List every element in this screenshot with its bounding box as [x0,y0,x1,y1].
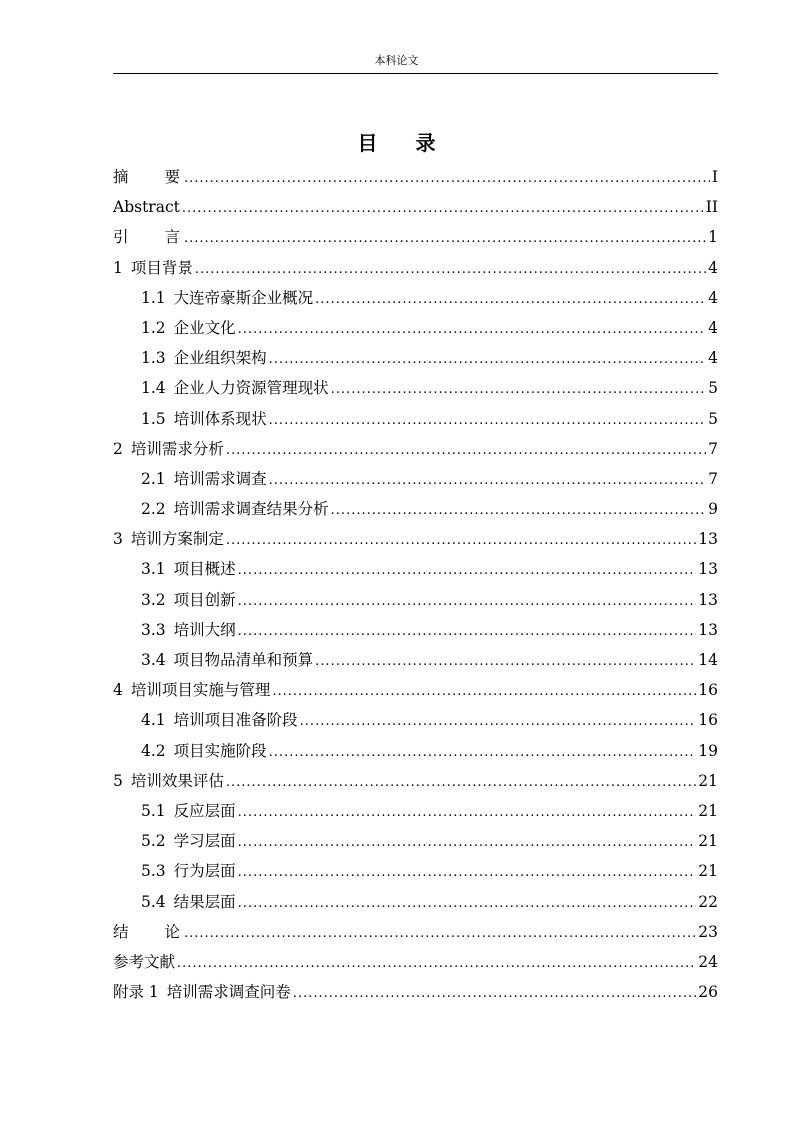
dot-leader [269,738,697,768]
toc-entry-title: 企业人力资源管理现状 [173,379,329,398]
toc-entry-page-number: 13 [698,530,718,549]
toc-entry-title: 培训项目实施与管理 [130,681,271,700]
dot-leader [300,707,697,737]
toc-entry[interactable] [113,947,718,977]
toc-heading-right: 录 [415,131,436,155]
toc-entry-title: 项目背景 [130,258,193,277]
toc-entry[interactable] [113,705,718,735]
toc-entry-page-number: 13 [698,620,718,639]
header-title: 本科论文 [374,54,419,67]
toc-entry[interactable] [113,645,718,675]
toc-entry-number: 3.1 [141,560,166,579]
toc-entry-page-number: 4 [708,288,718,307]
toc-entry-title: 培训大纲 [173,620,236,639]
dot-leader [238,798,697,828]
dot-leader [272,677,696,707]
dot-leader [195,255,706,285]
toc-entry-title: 培训需求调查结果分析 [173,500,329,519]
toc-entry-title: 摘要 [113,168,217,186]
toc-entry-number: 4.2 [141,741,166,760]
dot-leader [226,436,706,466]
toc-entry[interactable] [113,856,718,886]
toc-heading [0,130,793,156]
toc-entry[interactable] [113,373,718,403]
toc-entry[interactable] [113,494,718,524]
toc-entry-title: 行为层面 [173,862,236,881]
toc-entry-page-number: I [711,168,718,186]
dot-leader [184,224,706,254]
toc-entry[interactable] [113,554,718,584]
toc-entry-title: 参考文献 [113,952,176,971]
toc-entry-number: 1.5 [141,409,166,428]
toc-entry-number: 5.2 [141,832,166,851]
toc-entry-title: 结论 [113,922,217,941]
toc-entry-number: 1.4 [141,379,166,398]
toc-entry-number: 4 [113,681,123,700]
toc-entry[interactable] [113,253,718,283]
toc-entry-page-number: 5 [708,379,718,398]
toc-entry[interactable] [113,736,718,766]
dot-leader [238,556,697,586]
toc-entry-page-number: 21 [698,832,718,851]
toc-entry[interactable] [113,826,718,856]
toc-entry-page-number: 24 [698,952,718,971]
toc-entry-number: 5.4 [141,892,166,911]
toc-entry-page-number: 21 [698,771,718,790]
dot-leader [269,406,706,436]
dot-leader [226,768,696,798]
toc-entry-title: 培训需求调查 [173,469,267,488]
dot-leader [226,526,696,556]
toc-entry-page-number: 14 [698,651,718,669]
dot-leader [293,979,696,1009]
toc-entry-page-number: II [705,198,718,217]
toc-entry-number: 5.1 [141,801,166,820]
dot-leader [238,315,706,345]
toc-entry[interactable] [113,796,718,826]
toc-entry-title: 学习层面 [173,832,236,851]
toc-entry-number: 1.3 [141,349,166,368]
toc-entry-title: 培训方案制定 [130,530,224,549]
toc-entry-number: 3.2 [141,590,166,609]
toc-entry[interactable] [113,162,718,192]
toc-heading-left: 目 [357,131,378,155]
toc-entry-page-number: 1 [708,228,718,247]
toc-entry-page-number: 13 [698,560,718,579]
toc-entry[interactable] [113,192,718,222]
toc-entry[interactable] [113,283,718,313]
dot-leader [331,496,706,526]
toc-entry-page-number: 16 [698,681,718,700]
toc-entry-page-number: 4 [708,318,718,337]
dot-leader [238,617,697,647]
toc-entry-number: 1.2 [141,318,166,337]
toc-entry-number: 3 [113,530,123,549]
dot-leader [238,828,697,858]
toc-entry-page-number: 16 [698,711,718,730]
toc-entry[interactable] [113,887,718,917]
dot-leader [269,345,706,375]
toc-entry[interactable] [113,977,718,1007]
toc-entry-number: 5.3 [141,862,166,881]
toc-entry-number: 4.1 [141,711,166,730]
dot-leader [238,889,697,919]
toc-entry-title: 项目概述 [173,560,236,579]
toc-entry-page-number: 5 [708,409,718,428]
toc-entry-page-number: 7 [708,469,718,488]
toc-entry-number: 2.2 [141,500,166,519]
toc-entry-title: 培训项目准备阶段 [173,711,298,730]
toc-entry-title: 企业组织架构 [173,349,267,368]
toc-entry[interactable] [113,313,718,343]
toc-entry-page-number: 4 [708,258,718,277]
dot-leader [177,949,696,979]
toc-entry-page-number: 7 [708,439,718,458]
toc-entry[interactable] [113,222,718,252]
toc-entry-number: 3.3 [141,620,166,639]
toc-entry-title: Abstract [113,198,180,217]
toc-entry-page-number: 19 [698,741,718,760]
toc-entry-page-number: 21 [698,862,718,881]
toc-entry[interactable] [113,404,718,434]
toc-entry-number: 1.1 [141,288,166,307]
toc-entry-title: 反应层面 [173,801,236,820]
dot-leader [331,375,706,405]
toc-entry-number: 1 [113,258,123,277]
toc-entry[interactable] [113,464,718,494]
toc-entry-number: 附录 1 [113,983,159,1002]
toc-entry-page-number: 26 [698,983,718,1002]
dot-leader [238,587,697,617]
toc-entry[interactable] [113,343,718,373]
dot-leader [315,647,696,677]
dot-leader [184,919,696,949]
dot-leader [269,466,706,496]
toc-entry-title: 引言 [113,228,217,247]
toc-entry-title: 企业文化 [173,318,236,337]
toc-entry-title: 项目实施阶段 [173,741,267,760]
toc-entry-page-number: 4 [708,349,718,368]
toc-entry-title: 培训需求分析 [130,439,224,458]
toc-entry-title: 培训需求调查问卷 [166,983,291,1002]
toc-entry-page-number: 23 [698,922,718,941]
toc-entry-title: 大连帝豪斯企业概况 [173,288,314,307]
toc-entry-title: 项目物品清单和预算 [173,651,314,669]
dot-leader [182,194,704,224]
toc-entry-title: 培训体系现状 [173,409,267,428]
toc-entry-title: 项目创新 [173,590,236,609]
toc-entry-number: 3.4 [141,651,166,669]
toc-entry-page-number: 22 [698,892,718,911]
header-divider [113,73,718,74]
dot-leader [315,285,706,315]
toc-entry[interactable] [113,434,718,464]
toc-entry[interactable] [113,585,718,615]
toc-entry[interactable] [113,675,718,705]
dot-leader [238,858,697,888]
toc-entry[interactable] [113,615,718,645]
toc-entry-page-number: 9 [708,500,718,519]
toc-entry[interactable] [113,766,718,796]
toc-entry-title: 培训效果评估 [130,771,224,790]
toc-entry-page-number: 13 [698,590,718,609]
toc-entry-number: 2 [113,439,123,458]
dot-leader [184,164,710,194]
toc-entry[interactable] [113,917,718,947]
table-of-contents [113,162,718,1007]
toc-entry-number: 5 [113,771,123,790]
toc-entry-number: 2.1 [141,469,166,488]
toc-entry-page-number: 21 [698,801,718,820]
toc-entry[interactable] [113,524,718,554]
toc-entry-title: 结果层面 [173,892,236,911]
